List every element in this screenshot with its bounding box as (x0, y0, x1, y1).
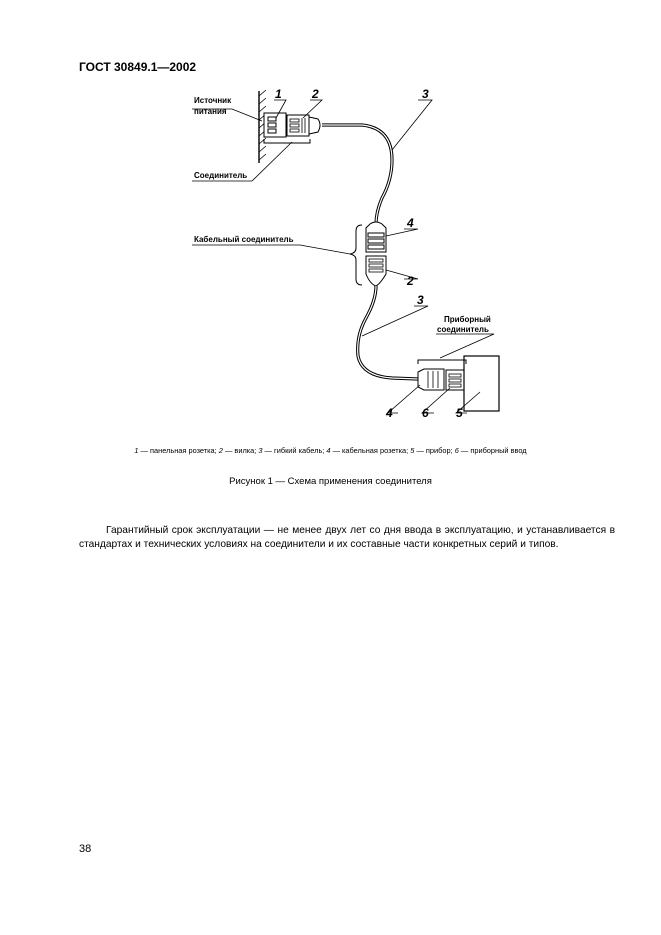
legend-num-1: 1 (134, 446, 139, 455)
callout-4-bottom: 4 (386, 406, 393, 420)
label-power-source-line1: Источник (194, 96, 232, 105)
callout-3-mid: 3 (417, 293, 424, 307)
callout-4-mid: 4 (407, 216, 414, 230)
appliance-box (464, 356, 499, 411)
legend-num-5: 5 (410, 446, 415, 455)
callout-6: 6 (422, 406, 429, 420)
body-paragraph: Гарантийный срок эксплуатации — не менее двух лет со дня ввода в эксплуатацию, и устанавливается в стандартах и технических условиях на соединители и их составные части конкретных серий и типов. (79, 525, 615, 550)
callout-2-top: 2 (312, 87, 319, 101)
callout-5: 5 (456, 406, 463, 420)
page-header: ГОСТ 30849.1—2002 (79, 60, 197, 74)
panel-socket (264, 113, 286, 137)
legend-num-6: 6 (454, 446, 459, 455)
label-appliance-connector-line2: соединитель (437, 325, 489, 334)
legend-text-4: — кабельная розетка; (330, 446, 411, 455)
figure-legend (0, 446, 661, 455)
appliance-inlet (446, 370, 464, 390)
cable-connector-brace (350, 225, 362, 285)
label-connector: Соединитель (194, 171, 248, 180)
lower-cable (358, 286, 418, 379)
label-appliance-connector-line1: Приборный (444, 315, 491, 324)
upper-cable (322, 125, 392, 224)
plug (287, 115, 320, 136)
legend-text-6: — приборный ввод (458, 446, 527, 455)
legend-num-2: 2 (218, 446, 223, 455)
callout-1: 1 (275, 87, 282, 101)
legend-text-5: — прибор; (414, 446, 455, 455)
appliance-cable-socket (418, 369, 444, 390)
cable-connector (366, 222, 386, 286)
legend-num-4: 4 (326, 446, 331, 455)
appliance-connector-bracket (418, 360, 466, 364)
callout-2-mid: 2 (407, 274, 414, 288)
label-power-source-line2: питания (194, 107, 227, 116)
legend-text-1: — панельная розетка; (138, 446, 219, 455)
legend-text-2: — вилка; (222, 446, 259, 455)
leader-lines (192, 100, 494, 413)
legend-text-3: — гибкий кабель; (262, 446, 327, 455)
figure-caption: Рисунок 1 — Схема применения соединителя (229, 476, 432, 487)
label-cable-connector: Кабельный соединитель (194, 235, 294, 244)
connector-bracket (264, 139, 310, 143)
callout-3-top: 3 (422, 87, 429, 101)
page-number: 38 (79, 843, 92, 855)
legend-num-3: 3 (258, 446, 263, 455)
